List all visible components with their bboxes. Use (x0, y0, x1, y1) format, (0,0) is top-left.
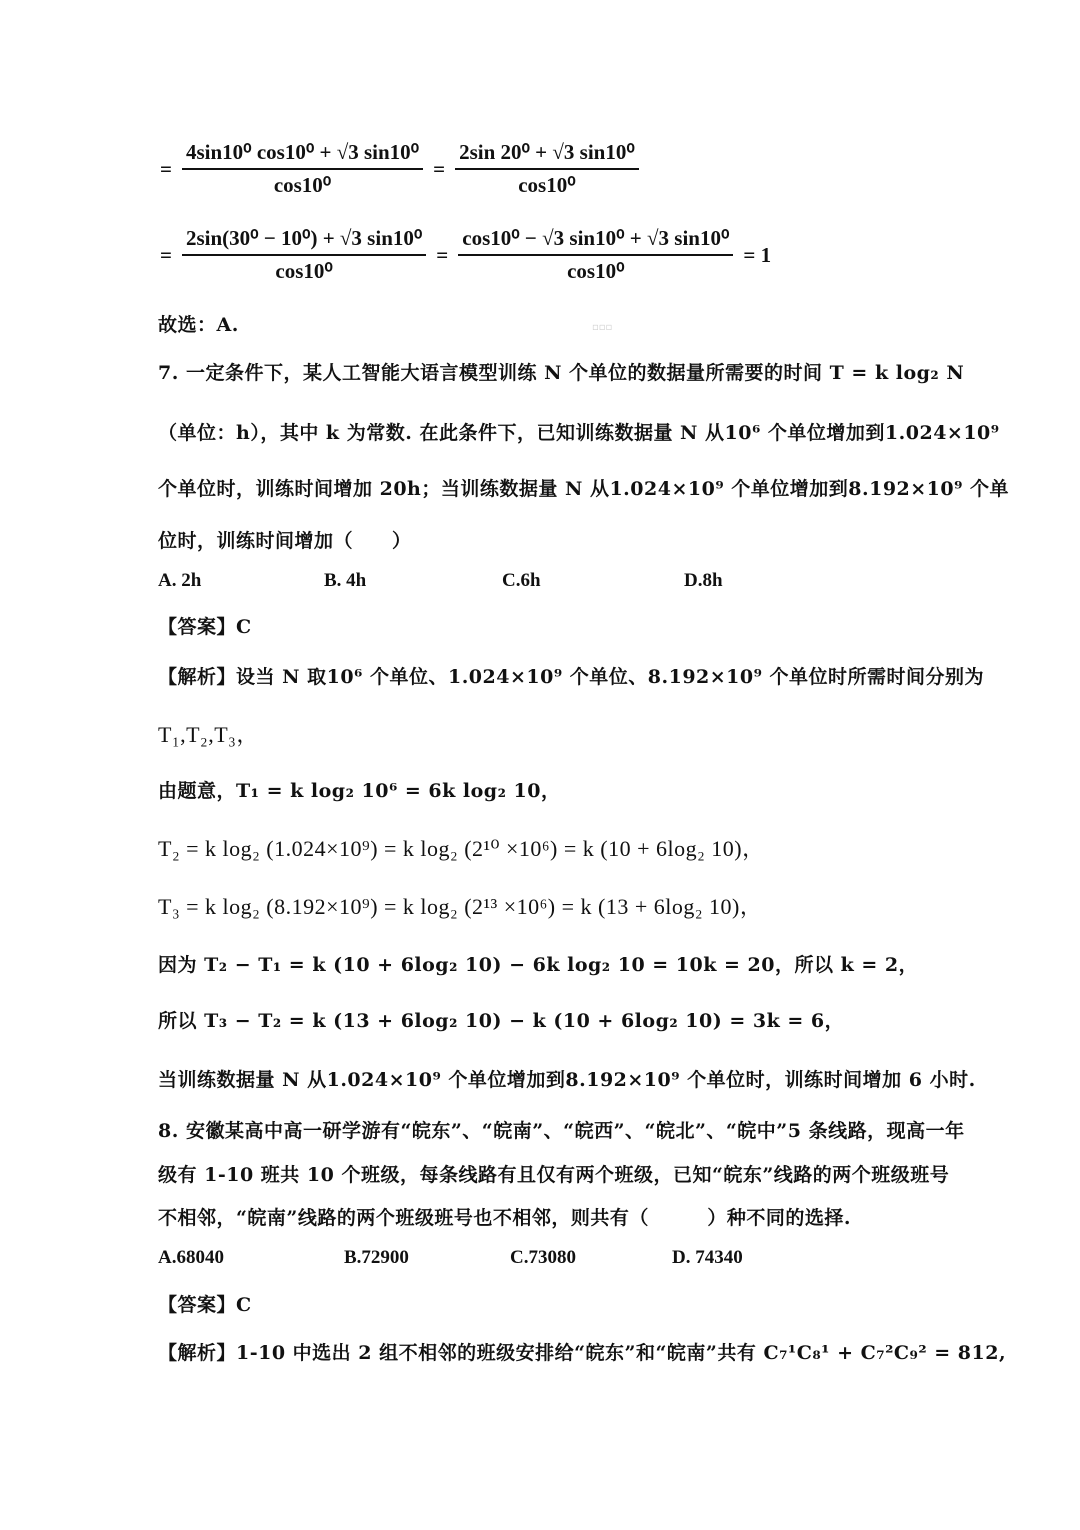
q7-analysis-8: 当训练数据量 N 从1.024×10⁹ 个单位增加到8.192×10⁹ 个单位时，训练时间增加 6 小时. (158, 1069, 976, 1091)
equation-result: = 1 (743, 242, 772, 267)
q8-line-1: 8. 安徽某高中高一研学游有“皖东”、“皖南”、“皖西”、“皖北”、“皖中”5 条线路，现高一年 (158, 1120, 965, 1142)
q8-option-b: B.72900 (344, 1247, 409, 1268)
fraction-2 (455, 140, 639, 198)
q8-option-d: D. 74340 (672, 1247, 743, 1268)
equals-sign: = (433, 156, 446, 181)
numerator: cos10⁰ − √3 sin10⁰ + √3 sin10⁰ (458, 226, 733, 256)
q7-option-c: C.6h (502, 570, 541, 591)
q7-answer: 【答案】C (158, 616, 252, 638)
q7-analysis-7: 所以 T₃ − T₂ = k (13 + 6log₂ 10) − k (10 + 6log₂ 10) = 3k = 6， (158, 1010, 845, 1032)
numerator: 2sin 20⁰ + √3 sin10⁰ (455, 140, 639, 170)
q7-option-b: B. 4h (324, 570, 367, 591)
fraction-4 (458, 226, 733, 284)
q8-line-2: 级有 1-10 班共 10 个班级，每条线路有且仅有两个班级，已知“皖东”线路的两个班级班号 (158, 1164, 950, 1186)
fraction-3 (182, 226, 426, 284)
q7-analysis-5: T₃ = k log₂ (8.192×10⁹) = k log₂ (2¹³ ×10⁶) = k (13 + 6log₂ 10)， (158, 894, 763, 919)
equation-line-2 (158, 226, 773, 284)
faint-mark: ▫▫▫ (592, 322, 613, 333)
denominator: cos10⁰ (275, 259, 333, 283)
q7-analysis-2: T₁,T₂,T₃， (158, 722, 259, 747)
q8-analysis-1: 【解析】1-10 中选出 2 组不相邻的班级安排给“皖东”和“皖南”共有 C₇¹C₈¹ + C₇²C₉² = 812, (158, 1342, 1007, 1364)
q7-line-3: 个单位时，训练时间增加 20h；当训练数据量 N 从1.024×10⁹ 个单位增加到8.192×10⁹ 个单 (158, 478, 1010, 500)
equation-line-1 (158, 140, 647, 198)
q7-analysis-1: 【解析】设当 N 取10⁶ 个单位、1.024×10⁹ 个单位、8.192×10⁹ 个单位时所需时间分别为 (158, 666, 985, 688)
q7-analysis-6: 因为 T₂ − T₁ = k (10 + 6log₂ 10) − 6k log₂ 10 = 10k = 20，所以 k = 2， (158, 954, 919, 976)
q8-line-3: 不相邻，“皖南”线路的两个班级班号也不相邻，则共有（ ）种不同的选择. (158, 1207, 851, 1229)
q7-line-2: （单位：h），其中 k 为常数. 在此条件下，已知训练数据量 N 从10⁶ 个单位增加到1.024×10⁹ (158, 422, 1000, 444)
q8-option-a: A.68040 (158, 1247, 224, 1268)
q8-answer: 【答案】C (158, 1294, 252, 1316)
equals-sign: = (436, 242, 449, 267)
q7-analysis-3: 由题意，T₁ = k log₂ 10⁶ = 6k log₂ 10， (158, 780, 561, 802)
q7-analysis-4: T₂ = k log₂ (1.024×10⁹) = k log₂ (2¹⁰ ×10⁶) = k (10 + 6log₂ 10)， (158, 836, 765, 861)
equals-sign: = (160, 156, 172, 181)
q7-option-a: A. 2h (158, 570, 202, 591)
q7-option-d: D.8h (684, 570, 723, 591)
denominator: cos10⁰ (273, 173, 332, 197)
q7-line-1: 7. 一定条件下，某人工智能大语言模型训练 N 个单位的数据量所需要的时间 T = k log₂ N (158, 362, 965, 384)
denominator: cos10⁰ (567, 259, 625, 283)
q8-option-c: C.73080 (510, 1247, 576, 1268)
equals-sign: = (160, 242, 172, 267)
numerator: 2sin(30⁰ − 10⁰) + √3 sin10⁰ (182, 226, 426, 256)
q7-line-4: 位时，训练时间增加（ ） (158, 530, 412, 552)
fraction-1 (182, 140, 423, 198)
denominator: cos10⁰ (518, 173, 576, 197)
numerator: 4sin10⁰ cos10⁰ + √3 sin10⁰ (182, 140, 423, 170)
q6-choice: 故选：A. (158, 314, 239, 336)
